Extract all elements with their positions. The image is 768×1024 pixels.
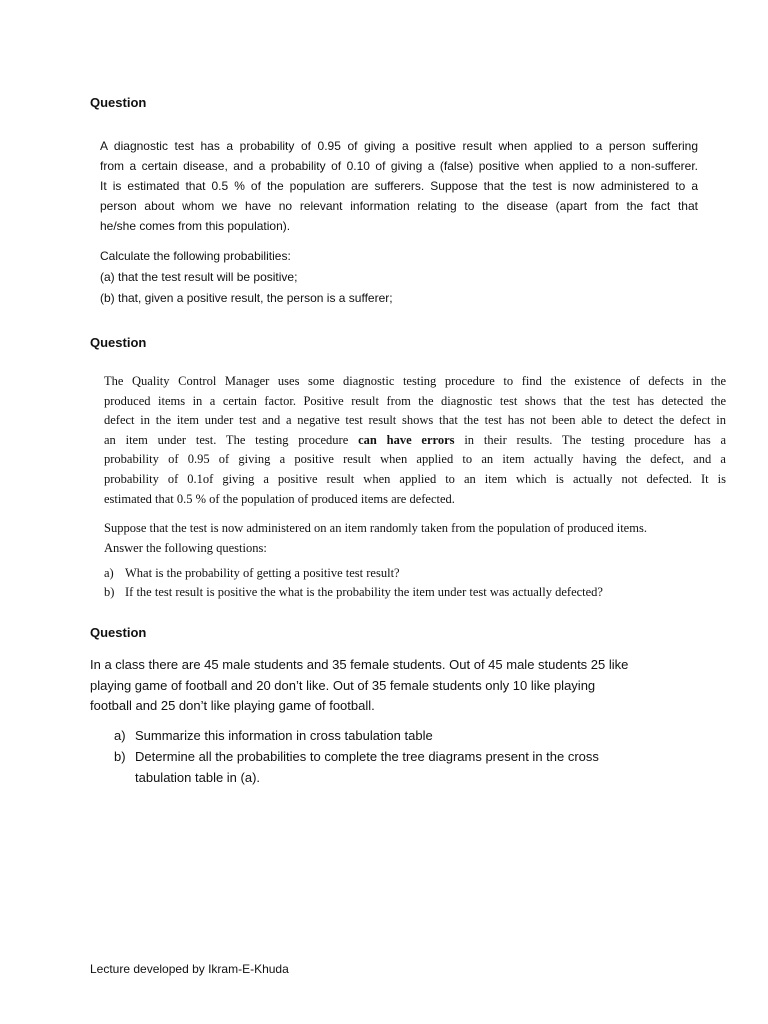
question-1-item-a: (a) that the test result will be positive; — [100, 270, 298, 284]
item-line: Summarize this information in cross tabulation table — [135, 728, 433, 743]
bold-phrase: can have errors — [358, 432, 455, 447]
question-3-paragraph — [90, 655, 628, 717]
question-2-heading: Question — [90, 335, 147, 350]
question-3-heading: Question — [90, 625, 147, 640]
paragraph-line — [104, 431, 726, 451]
prompt-line: Suppose that the test is now administered on an item randomly taken from the population of produced items. — [104, 521, 647, 535]
paragraph-line: he/she comes from this population). — [100, 219, 291, 233]
paragraph-line: The Quality Control Manager uses some diagnostic testing procedure to find the existence of defects in the — [104, 374, 726, 388]
item-text — [135, 726, 433, 747]
item-text — [135, 747, 599, 788]
question-3-item-a — [114, 726, 433, 747]
paragraph-line: A diagnostic test has a probability of 0.95 of giving a positive result when applied to a person suffering — [100, 139, 698, 153]
paragraph-line: It is estimated that 0.5 % of the population are sufferers. Suppose that the test is now administered to a — [100, 179, 698, 193]
item-line: tabulation table in (a). — [135, 769, 261, 785]
paragraph-line: defect in the item under test and a negative test result shows that the test has not been able to detect the defect in — [104, 413, 726, 428]
paragraph-line: from a certain disease, and a probability of 0.10 of giving a (false) positive when applied to a non-sufferer. — [100, 159, 698, 173]
item-marker: a) — [104, 566, 114, 580]
paragraph-line: probability of 0.95 of giving a positive result when applied to an item actually having the defect, and a — [104, 452, 726, 467]
paragraph-line: football and 25 don’t like playing game of football. — [90, 698, 375, 713]
item-marker: a) — [114, 728, 126, 743]
item-text: What is the probability of getting a positive test result? — [125, 566, 400, 580]
question-2-prompt — [104, 518, 647, 558]
prompt-line: Answer the following questions: — [104, 541, 267, 555]
item-marker: b) — [114, 749, 126, 764]
question-2-paragraph — [104, 372, 726, 509]
paragraph-line: produced items in a certain factor. Positive result from the diagnostic test shows that the test has detected the — [104, 393, 726, 408]
question-3-item-b — [114, 747, 599, 788]
paragraph-line: person about whom we have no relevant information relating to the disease (apart from the fact that — [100, 199, 698, 213]
paragraph-text: in their results. The testing procedure has a — [464, 432, 727, 447]
paragraph-text: an item under test. The testing procedure — [104, 432, 349, 447]
paragraph-line: playing game of football and 20 don’t like. Out of 35 female students only 10 like playing — [90, 677, 596, 693]
item-marker: b) — [104, 585, 115, 599]
paragraph-line: estimated that 0.5 % of the population of produced items are defected. — [104, 491, 455, 506]
question-1-heading: Question — [90, 95, 147, 110]
paragraph-line: In a class there are 45 male students and 35 female students. Out of 45 male students 25 like — [90, 657, 629, 672]
question-2-item-a — [104, 566, 704, 581]
item-line: Determine all the probabilities to complete the tree diagrams present in the cross — [135, 749, 599, 764]
paragraph-line: probability of 0.1of giving a positive result when applied to an item which is actually not defected. It is — [104, 471, 726, 486]
footer-credit: Lecture developed by Ikram-E-Khuda — [90, 962, 289, 976]
question-1-prompt: Calculate the following probabilities: — [100, 249, 291, 263]
item-text: If the test result is positive the what is the probability the item under test was actually defected? — [125, 585, 603, 599]
question-1-item-b: (b) that, given a positive result, the person is a sufferer; — [100, 291, 393, 305]
question-1-paragraph — [100, 136, 698, 236]
question-2-item-b — [104, 585, 704, 600]
